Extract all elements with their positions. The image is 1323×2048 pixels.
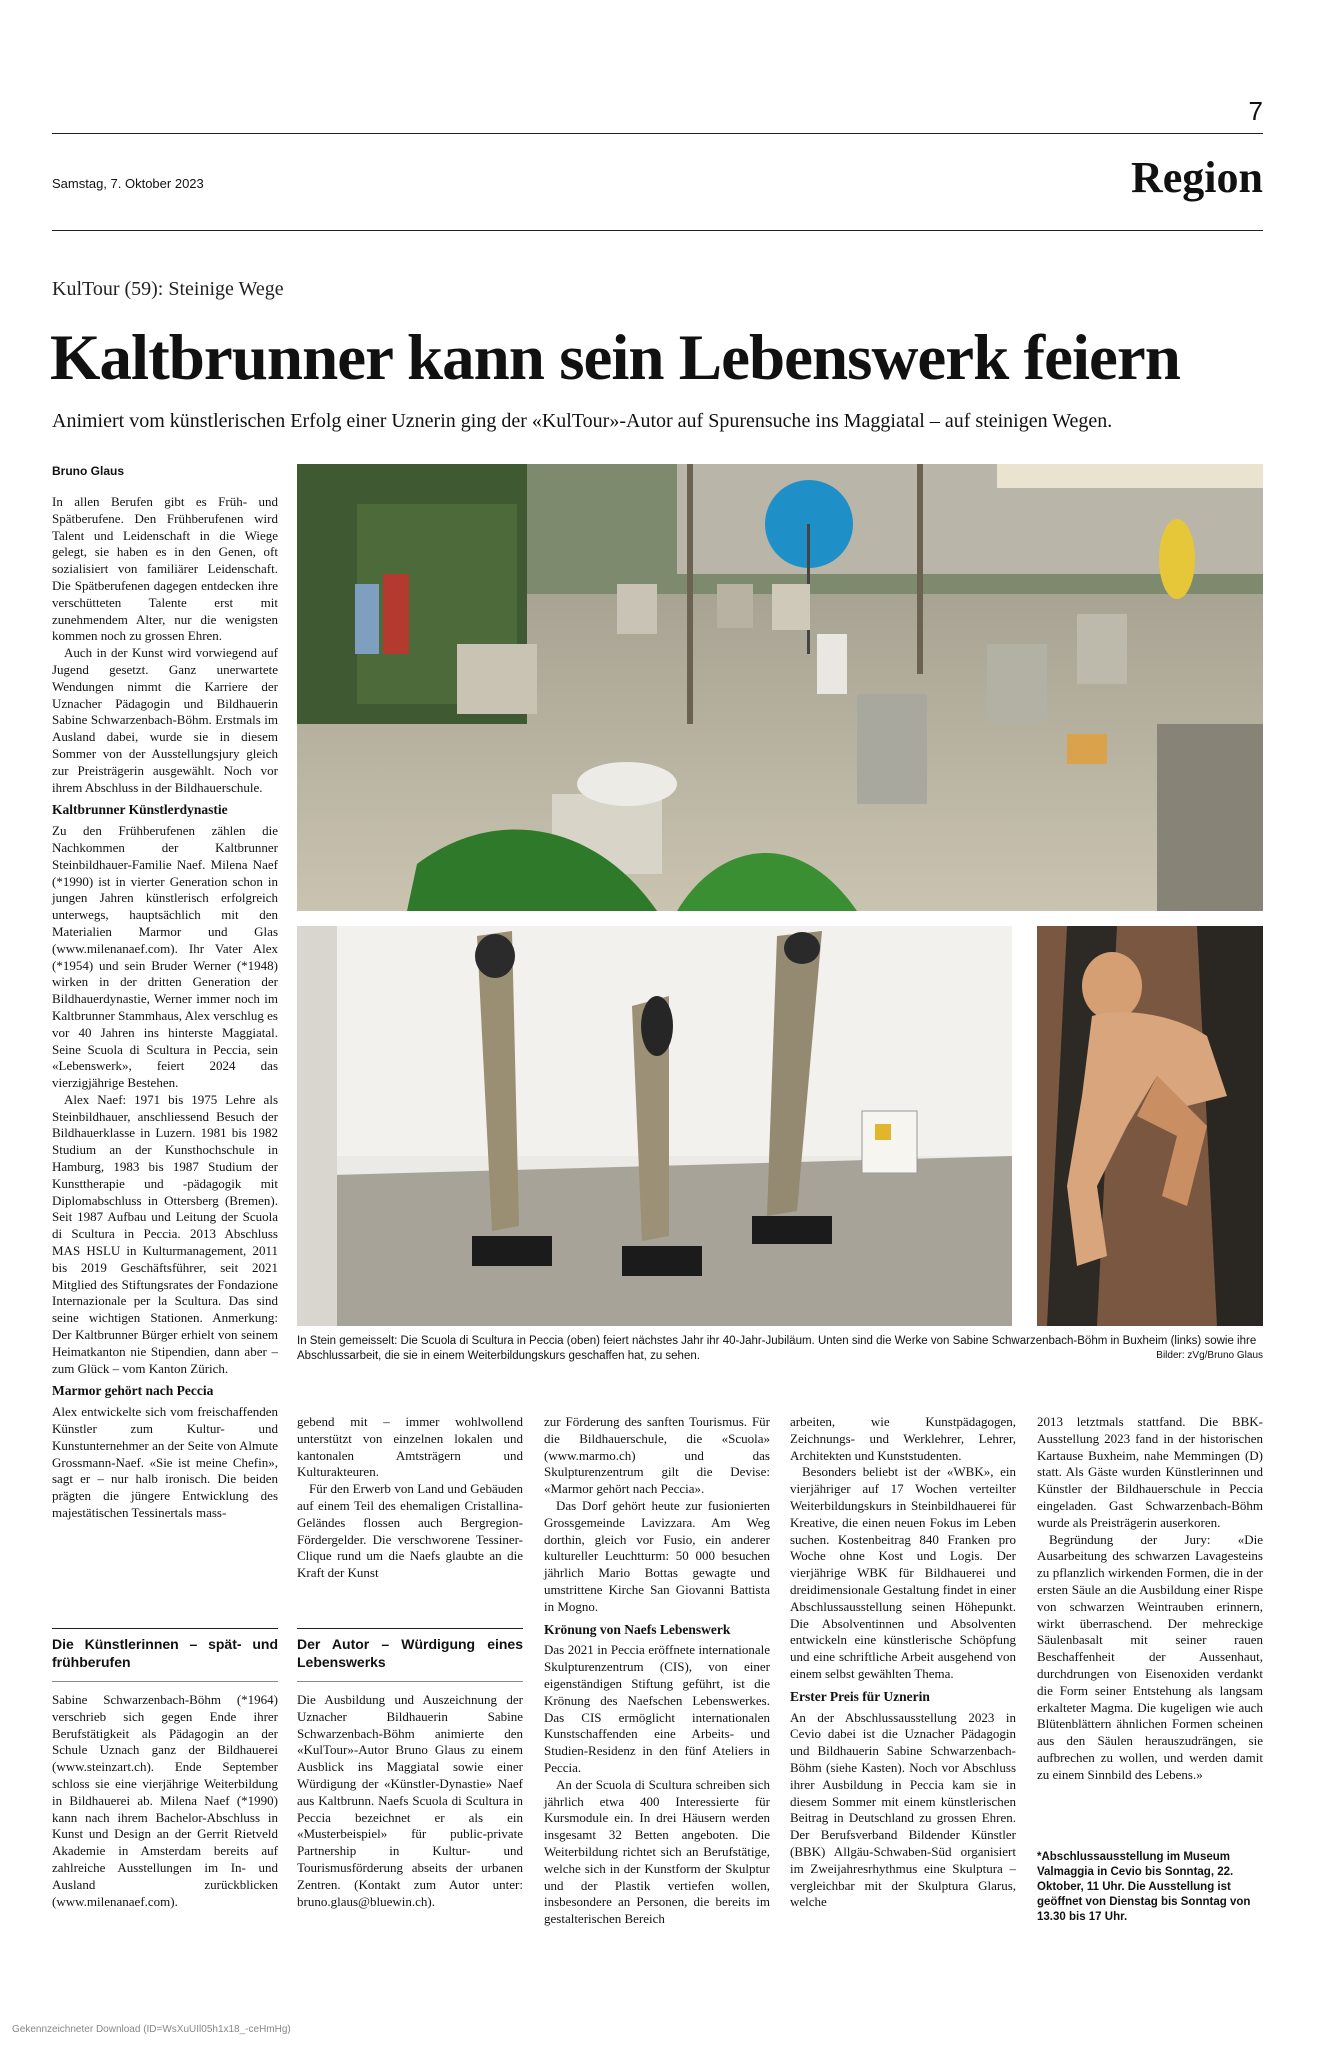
subheading: Marmor gehört nach Peccia xyxy=(52,1383,214,1399)
paragraph: Zu den Frühberufenen zählen die Nachkommen der Kaltbrunner Steinbildhauer-Familie Naef. Milena Naef (*1990) ist in vierter Generation schon in jungen Jahren künstlerisch erfolgreich unterwegs, hauptsächlich mit den Materialien Marmor und Glas (www.milenanaef.com). Ihr Vater Alex (*1954) und sein Bruder Werner (*1948) wirken in der dritten Generation der Bildhauerdynastie, Werner immer noch im Kaltbrunner Stammhaus, Alex verschlug es vor 40 Jahren ins hinterste Maggiatal. Seine Scuola di Scultura in Peccia, sein «Lebenswerk», feiert 2024 das vierzigjährige Bestehen. xyxy=(52,823,278,1091)
paragraph: An der Scuola di Scultura schreiben sich jährlich etwa 400 Interessierte für Kursmodule ein. In drei Häusern werden insgesamt 32 Betten angeboten. Die Weiterbildung richtet sich an Berufstätige, welche sich in der Kunstform der Skulptur und der Plastik vertiefen wollen, insbesondere an Personen, die bereits im gestalterischen Bereich xyxy=(544,1776,770,1927)
paragraph: zur Förderung des sanften Tourismus. Für die Bildhauerschule, die «Scuola» (www.marmo.ch) und das Skulpturenzentrum gilt die Devise: «Marmor gehört nach Peccia». xyxy=(544,1414,770,1497)
article-column-5 xyxy=(1037,1414,1263,1784)
paragraph: Für den Erwerb von Land und Gebäuden auf einem Teil des ehemaligen Cristallina-Geländes flossen auch Bergregion-Fördergelder. Die verschworene Tessiner-Clique rund um die Naefs glaubte an die Kraft der Kunst xyxy=(297,1481,523,1581)
page-number: 7 xyxy=(1248,96,1263,126)
workshop-photo xyxy=(297,464,1263,911)
info-box-title: Der Autor – Würdigung eines Lebenswerks xyxy=(297,1635,523,1682)
wood-figure-illustration xyxy=(1037,926,1263,1326)
kicker: KulTour (59): Steinige Wege xyxy=(52,278,284,300)
wood-figure-photo xyxy=(1037,926,1263,1326)
article-column-3 xyxy=(544,1414,770,1928)
paragraph: gebend mit – immer wohlwollend unterstützt von einzelnen lokalen und kantonalen Amtsträgern und Kulturakteuren. xyxy=(297,1414,523,1480)
header-top-rule xyxy=(52,133,1263,134)
download-footer: Gekennzeichneter Download (ID=WsXuUIl05h1x18_-ceHmHg) xyxy=(12,2024,291,2035)
info-box-text: Sabine Schwarzenbach-Böhm (*1964) verschrieb sich gegen Ende ihrer Berufstätigkeit als Pädagogin an der Schule Uznach ganz der Bildhauerei (www.steinzart.ch). Ende September schloss sie eine vierjährige Weiterbildung in Bildhauerei ab. Milena Naef (*1990) kann nach ihrem Bachelor-Abschluss in Kunst und Design an der Gerrit Rietveld Akademie in Amsterdam bereits auf zahlreiche Ausstellungen im In- und Ausland zurückblicken (www.milenanaef.com). xyxy=(52,1692,278,1909)
paragraph: Begründung der Jury: «Die Ausarbeitung des schwarzen Lavagesteins zu pflanzlich wirkenden Formen, die in der ersten Säule an die Ausbildung einer Rispe von schwarzen Weintrauben erinnern, wirkt überraschend. Der mehreckige Säulenbasalt mit seiner rauen Beschaffenheit der Aussenhaut, durchdrungen von Eisenoxiden verdankt die Form seiner Entstehung als langsam erkalteter Magma. Die kugeligen wie auch Blütenblättern ähnlichen Formen scheinen aus den Säulen herauszudrängen, sie aufbrechen zu wollen, und werden damit zu einem Sinnbild des Lebens.» xyxy=(1037,1531,1263,1782)
info-box-text: Die Ausbildung und Auszeichnung der Uznacher Bildhauerin Sabine Schwarzenbach-Böhm animierte den «KulTour»-Autor Bruno Glaus zu einem Ausblick ins Maggiatal sowie einer Würdigung der «Künstler-Dynastie» Naef aus Kaltbrunn. Naefs Scuola di Scultura in Peccia bezeichnet er als ein «Musterbeispiel» für public-private Partnership in Kultur- und Tourismusförderung abseits der urbanen Zentren. (Kontakt zum Autor unter: bruno.glaus@bluewin.ch). xyxy=(297,1692,523,1909)
paragraph: Besonders beliebt ist der «WBK», ein vierjähriger auf 17 Wochen verteilter Weiterbildungskurs in Steinbildhauerei für Kreative, die einen neuen Fokus im Leben suchen. Kostenbeitrag 840 Franken pro Woche ohne Kost und Logis. Der vierjährige WBK für Bildhauerei und dreidimensionale Gestaltung findet in einer Abschlussausstellung seinen Höhepunkt. Die Absolventinnen und Absolventen entwickeln eine künstlerische Schöpfung und eine schriftliche Arbeit ausgehend von einem selbst gewählten Thema. xyxy=(790,1464,1016,1681)
lead-paragraph: Animiert vom künstlerischen Erfolg einer Uznerin ging der «KulTour»-Autor auf Spurensuche ins Maggiatal – auf steinigen Wegen. xyxy=(52,410,1113,432)
subheading: Erster Preis für Uznerin xyxy=(790,1688,930,1704)
basalt-sculptures-photo xyxy=(297,926,1012,1326)
paragraph: In allen Berufen gibt es Früh- und Spätberufene. Den Frühberufenen wird Talent und Leidenschaft in die Wiege gelegt, sie haben es in den Genen, oft sozialisiert von familiärer Leidenschaft. Die Spätberufenen dagegen entdecken ihre verschütteten Talente erst mit zunehmendem Alter, nur die wenigsten kommen noch zu grossen Ehren. xyxy=(52,494,278,644)
paragraph: Das 2021 in Peccia eröffnete internationale Skulpturenzentrum (CIS), von einer eigenständigen Stiftung geführt, ist die Krönung des Naefschen Lebenswerkes. Das CIS ermöglicht internationalen Kunstschaffenden eine Arbeits- und Studien-Residenz in den fünf Ateliers in Peccia. xyxy=(544,1642,770,1775)
author-byline: Bruno Glaus xyxy=(52,464,125,478)
info-box-title: Die Künstlerinnen – spät- und frühberufen xyxy=(52,1635,278,1682)
paragraph: An der Abschlussausstellung 2023 in Cevio dabei ist die Uznacher Pädagogin und Bildhauerin Sabine Schwarzenbach-Böhm (siehe Kasten). Noch vor Abschluss ihrer Ausbildung in Peccia kam sie in diesem Sommer mit einem künstlerischen Beitrag in Deutschland zu grossen Ehren. Der Berufsverband Bildender Künstler (BBK) Allgäu-Schwaben-Süd organisiert im Zweijahresrhythmus eine Skulptura – vergleichbar mit der Skulptura Glarus, welche xyxy=(790,1709,1016,1910)
basalt-sculptures-illustration xyxy=(297,926,1012,1326)
section-title: Region xyxy=(1131,153,1263,202)
article-column-4 xyxy=(790,1414,1016,1911)
paragraph: Alex entwickelte sich vom freischaffenden Künstler zum Kultur- und Kunstunternehmer an der Seite von Almute Grossmann-Naef. «Sie ist meine Chefin», sagt er – nur halb ironisch. Die beiden prägten die jüngere Entwicklung des majestätischen Tessinertals mass- xyxy=(52,1404,278,1521)
paragraph: 2013 letztmals stattfand. Die BBK-Ausstellung 2023 fand in der historischen Kartause Buxheim, nahe Memmingen (D) statt. Als Gäste wurden Künstlerinnen und Künstler der Bildhauerschule in Peccia eingeladen. Gast Schwarzenbach-Böhm wurde als Preisträgerin auserkoren. xyxy=(1037,1414,1263,1530)
photo-caption: In Stein gemeisselt: Die Scuola di Scultura in Peccia (oben) feiert nächstes Jahr ihr 40-Jahr-Jubiläum. Unten sind die Werke von Sabine Schwarzenbach-Böhm in Buxheim (links) sowie ihre Abschlussarbeit, die sie in einem Weiterbildungskurs geschaffen hat, zu sehen. xyxy=(297,1335,1257,1362)
paragraph: Auch in der Kunst wird vorwiegend auf Jugend gesetzt. Ganz unerwartete Wendungen nimmt die Karriere der Uznacher Pädagogin und Bildhauerin Sabine Schwarzenbach-Böhm. Erstmals im Ausland dabei, wurde sie in diesem Sommer von der Ausstellungsjury gleich zur Preisträgerin ausgewählt. Noch vor ihrem Abschluss in der Bildhauerschule. xyxy=(52,645,278,795)
article-column-1 xyxy=(52,494,278,1522)
photo-credit: Bilder: zVg/Bruno Glaus xyxy=(1156,1350,1263,1361)
info-box-artists xyxy=(52,1628,278,1910)
headline: Kaltbrunner kann sein Lebenswerk feiern xyxy=(50,322,1180,394)
paragraph: Das Dorf gehört heute zur fusionierten Grossgemeinde Lavizzara. Am Weg dorthin, gleich vor Fusio, ein anderer kultureller Leuchtturm: 50 000 besuchen jährlich Mario Bottas gewagte und umstrittene Kirche San Giovanni Battista in Mogno. xyxy=(544,1497,770,1614)
subheading: Krönung von Naefs Lebenswerk xyxy=(544,1621,731,1637)
exhibition-note: *Abschlussausstellung im Museum Valmaggia in Cevio bis Sonntag, 22. Oktober, 11 Uhr. Die Ausstellung ist geöffnet von Dienstag bis Sonntag von 13.30 bis 17 Uhr. xyxy=(1037,1851,1251,1923)
subheading: Kaltbrunner Künstlerdynastie xyxy=(52,802,228,818)
paragraph: Alex Naef: 1971 bis 1975 Lehre als Steinbildhauer, anschliessend Besuch der Bildhauerklasse in Luzern. 1981 bis 1982 Studium an der Kunsthochschule in Hamburg, 1983 bis 1987 Studium der Kunsttherapie und -pädagogik mit Diplomabschluss in Ottersberg (Bremen). Seit 1987 Aufbau und Leitung der Scuola di Scultura in Peccia. 2013 Abschluss MAS HSLU in Kulturmanagement, 2011 bis 2019 Geschäftsführer, seit 2021 Mitglied des Stiftungsrates der Fondazione Internazionale per la Scultura. Das sind seine wichtigen Stationen. Anmerkung: Der Kaltbrunner Bürger erhielt von seinem Heimatkanton nie Stipendien, dann aber – zum Glück – vom Kanton Zürich. xyxy=(52,1091,278,1376)
workshop-photo-illustration xyxy=(297,464,1263,911)
issue-date: Samstag, 7. Oktober 2023 xyxy=(52,176,204,191)
paragraph: arbeiten, wie Kunstpädagogen, Zeichnungs- und Werklehrer, Lehrer, Architekten und Kunststudenten. xyxy=(790,1414,1016,1463)
info-box-author xyxy=(297,1628,523,1910)
header-bottom-rule xyxy=(52,230,1263,231)
article-column-2 xyxy=(297,1414,523,1582)
